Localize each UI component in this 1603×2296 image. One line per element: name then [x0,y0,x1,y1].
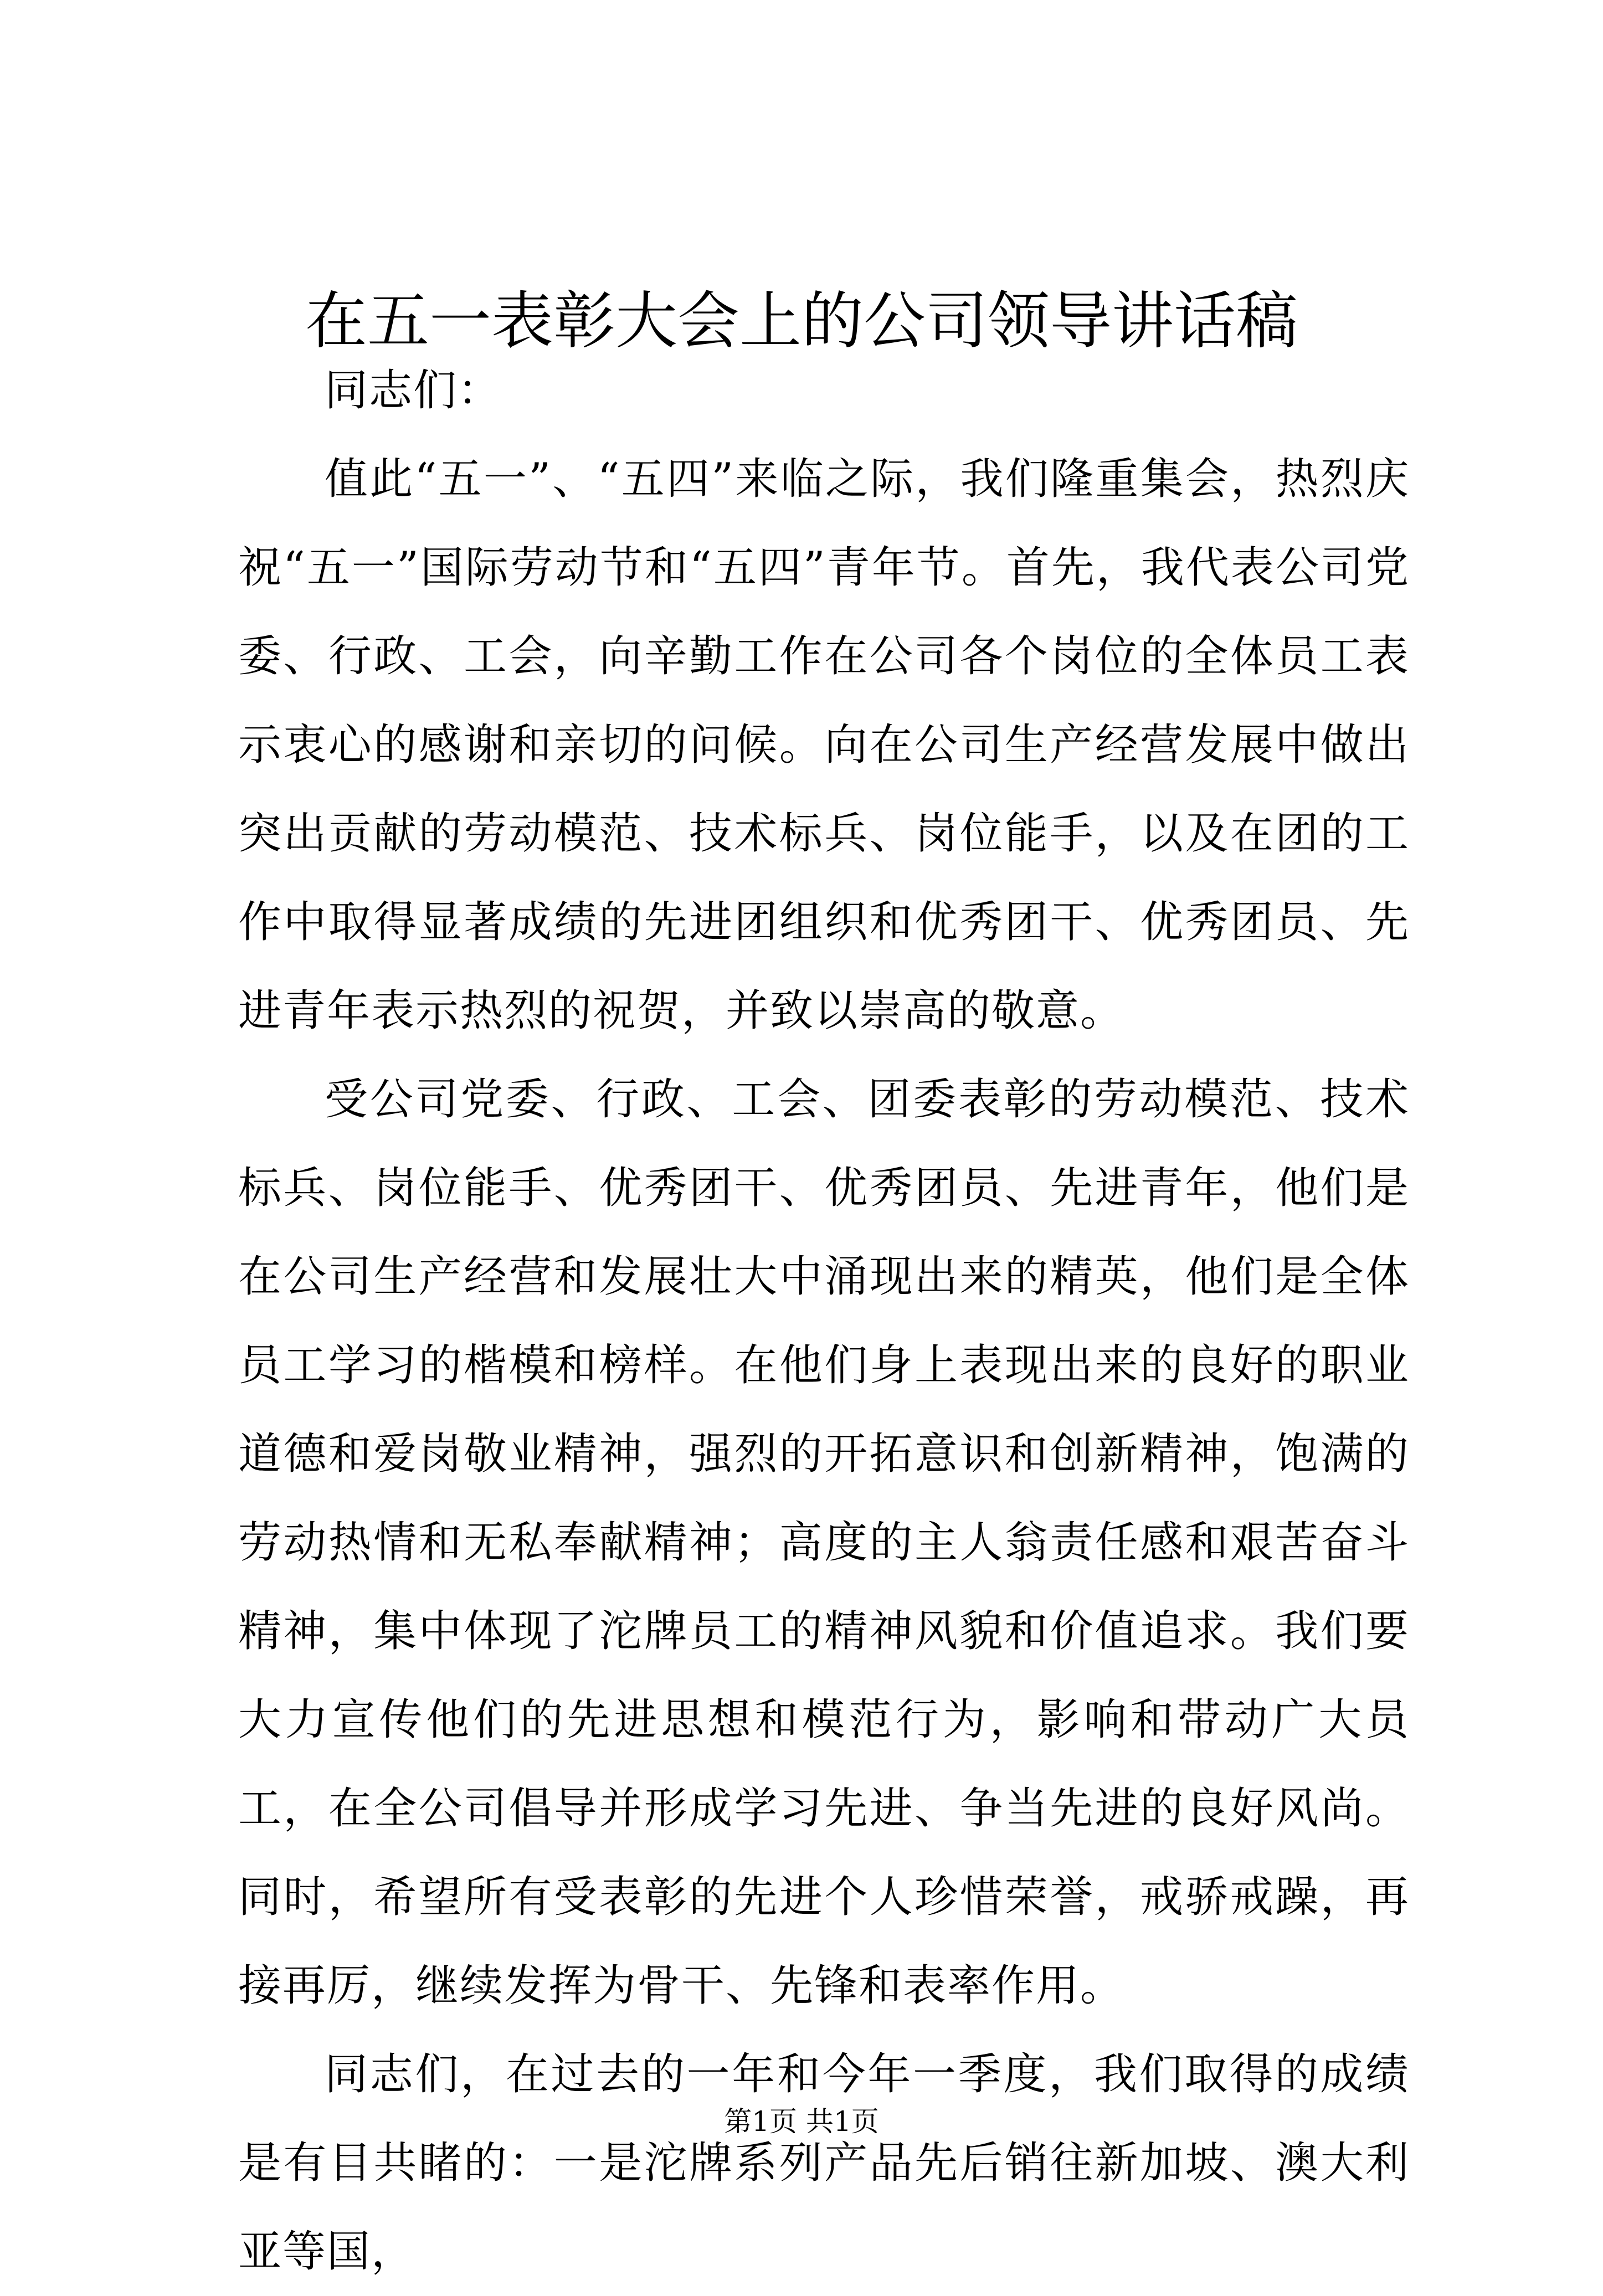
body-paragraph-2: 受公司党委、行政、工会、团委表彰的劳动模范、技术标兵、岗位能手、优秀团干、优秀团员、先进青年，他们是在公司生产经营和发展壮大中涌现出来的精英，他们是全体员工学习的楷模和榜样。在他们身上表现出来的良好的职业道德和爱岗敬业精神，强烈的开拓意识和创新精神，饱满的劳动热情和无私奉献精神；高度的主人翁责任感和艰苦奋斗精神，集中体现了沱牌员工的精神风貌和价值追求。我们要大力宣传他们的先进思想和模范行为，影响和带动广大员工，在全公司倡导并形成学习先进、争当先进的良好风尚。同时，希望所有受表彰的先进个人珍惜荣誉，戒骄戒躁，再接再厉，继续发挥为骨干、先锋和表率作用。 [238,1075,1410,2011]
body-paragraph-1: 值此“五一”、“五四”来临之际，我们隆重集会，热烈庆祝“五一”国际劳动节和“五四”青年节。首先，我代表公司党委、行政、工会，向辛勤工作在公司各个岗位的全体员工表示衷心的感谢和亲切的问候。向在公司生产经营发展中做出突出贡献的劳动模范、技术标兵、岗位能手，以及在团的工作中取得显著成绩的先进团组织和优秀团干、优秀团员、先进青年表示热烈的祝贺，并致以崇高的敬意。 [238,454,1410,1036]
salutation-paragraph: 同志们： [325,366,502,415]
body-paragraph-3: 同志们，在过去的一年和今年一季度，我们取得的成绩是有目共睹的：一是沱牌系列产品先后销往新加坡、澳大利亚等国， [238,2050,1410,2277]
page-footer: 第1页 共1页 [724,2105,879,2138]
document-title: 在五一表彰大会上的公司领导讲话稿 [305,285,1298,357]
document-body [238,346,1410,2296]
